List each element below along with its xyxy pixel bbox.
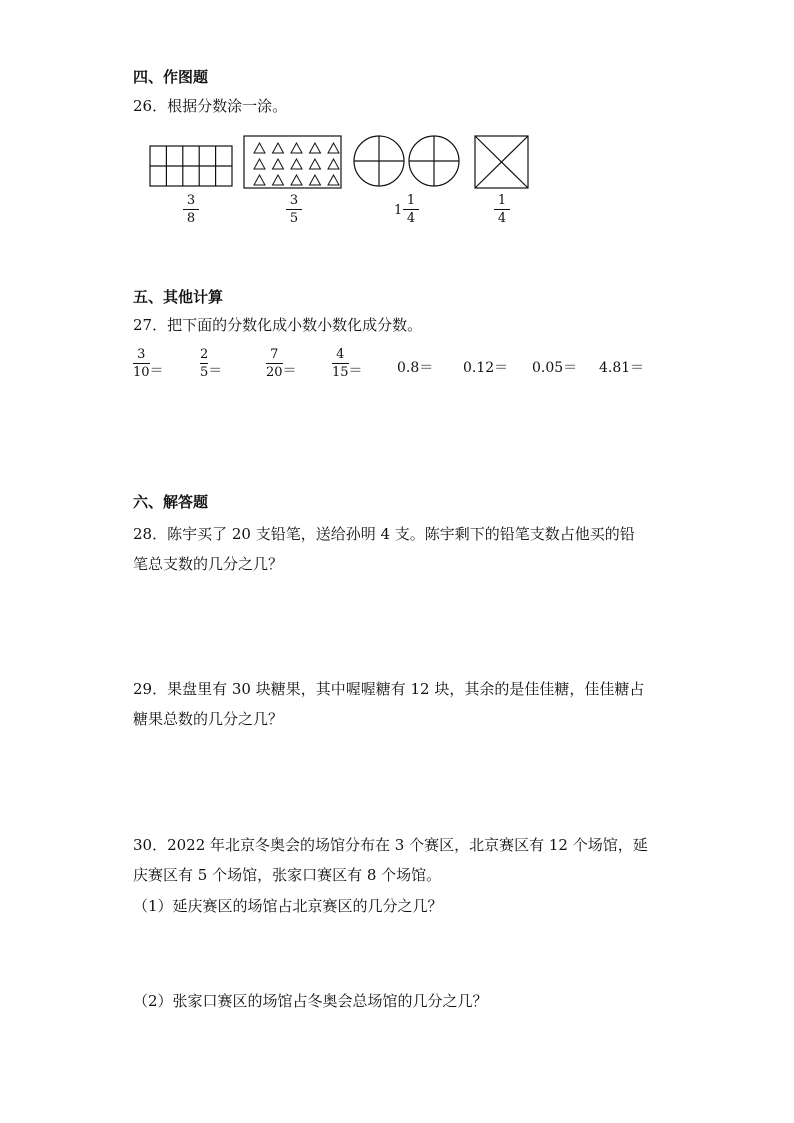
numerator: 2 [200, 347, 209, 362]
decimal-item-0-05: 0.05＝ [532, 360, 578, 376]
question-29-line1: 29．果盘里有 30 块糖果，其中喔喔糖有 12 块，其余的是佳佳糖，佳佳糖占 [133, 680, 645, 698]
numerator: 1 [497, 193, 507, 208]
section-heading-calculation: 五、其他计算 [133, 288, 224, 306]
triangle-shape [310, 143, 321, 153]
question-29-line2: 糖果总数的几分之几？ [133, 710, 284, 728]
triangle-shape [328, 159, 339, 169]
triangle-shape [273, 175, 284, 185]
question-30-sub2: （2）张家口赛区的场馆占冬奥会总场馆的几分之几？ [133, 992, 488, 1010]
decimal-item-0-8: 0.8＝ [397, 360, 434, 376]
triangle-shape [328, 175, 339, 185]
fraction-label-3-5 [286, 193, 302, 226]
fraction-label-3-8 [183, 193, 199, 226]
grid-rectangle-figure [150, 146, 232, 186]
triangles-box-figure [244, 136, 341, 188]
question-27: 27．把下面的分数化成小数小数化成分数。 [133, 316, 423, 334]
fraction-item-2-5 [200, 347, 222, 380]
numerator: 3 [186, 193, 196, 208]
equals-sign: ＝ [149, 363, 164, 379]
triangle-shape [291, 143, 302, 153]
triangle-shape [310, 175, 321, 185]
square-diagonals-figure [475, 136, 528, 188]
fraction-item-7-20 [266, 347, 297, 380]
section-heading-drawing: 四、作图题 [133, 68, 209, 86]
quartered-circles-figure [354, 136, 459, 186]
fraction-item-3-10 [133, 347, 164, 380]
triangle-shape [291, 159, 302, 169]
denominator: 20 [266, 365, 283, 380]
equals-sign: ＝ [282, 363, 297, 379]
triangle-shape [291, 175, 302, 185]
triangle-shape [328, 143, 339, 153]
numerator: 1 [406, 193, 416, 208]
numerator: 7 [270, 347, 279, 362]
question-26: 26．根据分数涂一涂。 [133, 97, 288, 115]
denominator: 15 [332, 365, 349, 380]
triangle-shape [273, 143, 284, 153]
equals-sign: ＝ [208, 363, 223, 379]
denominator: 4 [406, 211, 416, 226]
fraction-label-1-1-4 [403, 193, 419, 226]
decimal-item-4-81: 4.81＝ [599, 360, 645, 376]
triangle-shape [254, 143, 265, 153]
section-heading-word-problems: 六、解答题 [133, 493, 209, 511]
triangle-shape [310, 159, 321, 169]
denominator: 8 [186, 211, 196, 226]
triangle-shape [273, 159, 284, 169]
mixed-whole: 1 [394, 203, 403, 218]
equals-sign: ＝ [348, 363, 363, 379]
question-30-line2: 庆赛区有 5 个场馆，张家口赛区有 8 个场馆。 [133, 866, 442, 884]
numerator: 4 [336, 347, 345, 362]
question-30-line1: 30．2022 年北京冬奥会的场馆分布在 3 个赛区，北京赛区有 12 个场馆，延 [133, 836, 648, 854]
question-28-line2: 笔总支数的几分之几？ [133, 555, 284, 573]
decimal-item-0-12: 0.12＝ [463, 360, 509, 376]
fraction-item-4-15 [332, 347, 363, 380]
denominator: 5 [200, 365, 209, 380]
denominator: 10 [133, 365, 150, 380]
triangle-shape [254, 159, 265, 169]
denominator: 5 [289, 211, 299, 226]
fraction-figures [140, 130, 540, 195]
question-30-sub1: （1）延庆赛区的场馆占北京赛区的几分之几？ [133, 897, 443, 915]
numerator: 3 [137, 347, 146, 362]
numerator: 3 [289, 193, 299, 208]
fraction-label-1-4 [494, 193, 510, 226]
triangle-shape [254, 175, 265, 185]
denominator: 4 [497, 211, 507, 226]
question-28-line1: 28．陈宇买了 20 支铅笔，送给孙明 4 支。陈宇剩下的铅笔支数占他买的铅 [133, 525, 635, 543]
